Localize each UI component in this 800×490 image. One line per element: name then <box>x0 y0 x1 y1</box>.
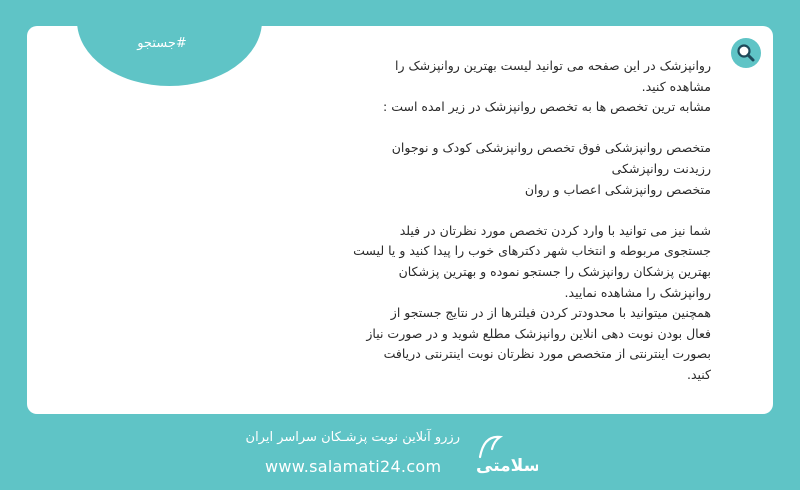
search-tag[interactable]: #جستجو <box>137 36 187 51</box>
instruction-line: همچنین میتوانید با محدودتر کردن فیلترها از در نتایج جستجو از <box>390 305 711 321</box>
instruction-line: کنید. <box>686 366 711 382</box>
logo-text: سلامتی <box>476 456 538 476</box>
instruction-line: بهترین پزشکان روانپزشک را جستجو نموده و بهترین پزشکان <box>398 263 711 279</box>
description-text <box>311 56 711 386</box>
specialty-item[interactable]: متخصص روانپزشکی فوق تخصص روانپزشکی کودک و نوجوان <box>391 140 711 156</box>
instruction-line: بصورت اینترنتی از متخصص مورد نظرتان نوبت اینترنتی دریافت <box>383 346 711 362</box>
footer-url[interactable]: www.salamati24.com <box>265 457 442 476</box>
instruction-line: روانپزشک را مشاهده نمایید. <box>564 284 711 300</box>
instruction-line: فعال بودن نوبت دهی انلاین روانپزشک مطلع شوید و در صورت نیاز <box>366 325 711 341</box>
instruction-line: شما نیز می توانید با وارد کردن تخصص مورد نظرتان در فیلد <box>399 222 711 238</box>
specialty-item[interactable]: رزیدنت روانپزشکی <box>611 160 711 176</box>
intro-line: روانپزشک در این صفحه می توانید لیست بهترین روانپزشک را <box>394 58 711 73</box>
footer-tagline: رزرو آنلاین نوبت پزشـکان سراسر ایران <box>245 430 460 445</box>
intro-line: مشاهده کنید. <box>641 78 711 94</box>
content-card <box>27 26 773 414</box>
intro-line: مشابه ترین تخصص ها به تخصص روانپزشک در زیر امده است : <box>383 99 711 115</box>
tag-blob <box>77 26 262 86</box>
search-icon[interactable] <box>731 38 761 68</box>
salamati-logo <box>470 427 538 479</box>
specialty-item[interactable]: متخصص روانپزشکی اعصاب و روان <box>524 181 711 197</box>
instruction-line: جستجوی مربوطه و انتخاب شهر دکترهای خوب را پیدا کنید و یا لیست <box>353 243 711 259</box>
